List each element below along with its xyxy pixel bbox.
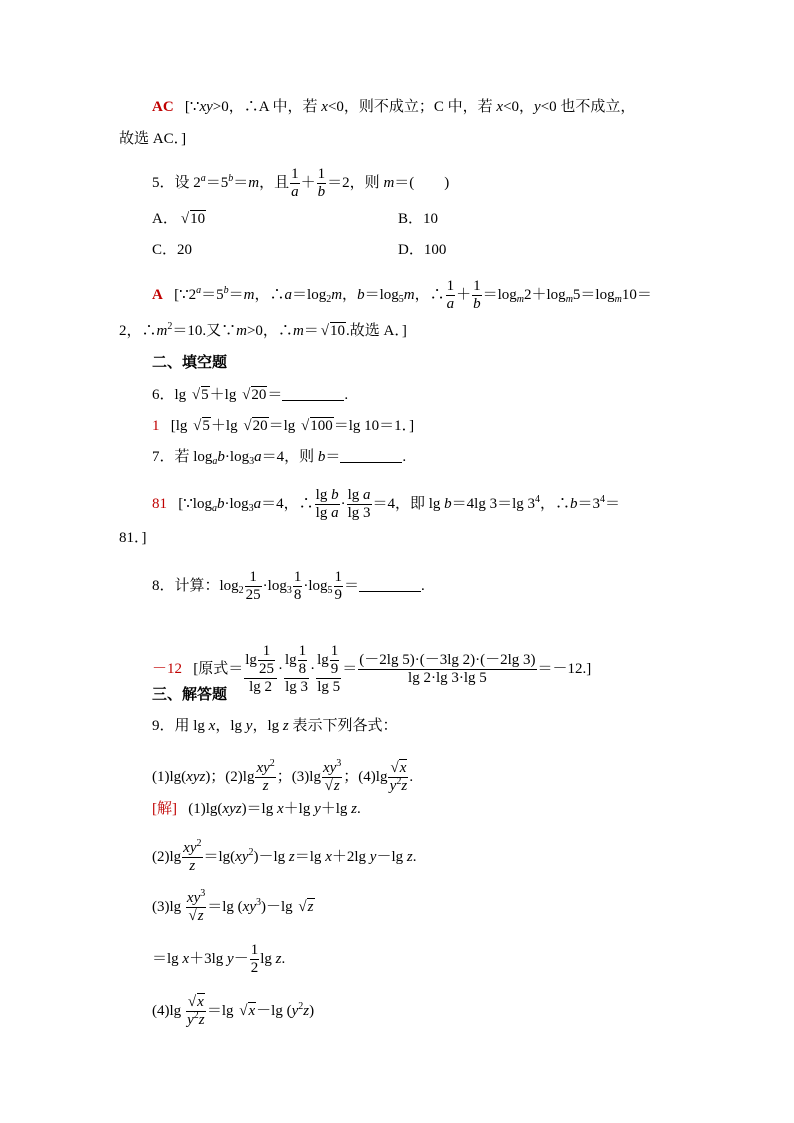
- q9-solution-label: [解]: [152, 801, 177, 817]
- q6-stem: 6．lg √ 5＋lg √ 20＝ .: [152, 385, 348, 405]
- q7-explanation-line2: 81．]: [119, 530, 147, 546]
- q6-explanation: 1 [lg √ 5＋lg √ 20＝lg √ 100＝lg 10＝1．]: [152, 416, 414, 436]
- q5-choice-d: D．100: [398, 242, 447, 258]
- q7-answer-blank: [340, 448, 402, 463]
- q7-stem: 7．若 $\log_ab\cdot\log_3a=4$，则 b＝ .: [152, 449, 407, 467]
- q5-explanation-line1: A [$\because 2^a=5^b=m$，$\therefore a=\log_2m$，$b=\log_5m$，∴ $\frac{1}{a}$ ＋ $\frac{1}{b}$ $=\log_m2+\log_m5=\log_m10=$: [152, 278, 652, 312]
- q9-solution-line3b: ＝lg x＋3lg y－ $\frac{1}{2}$ lg z.: [152, 942, 286, 976]
- section-answer-heading: 三、解答题: [152, 687, 228, 703]
- q6-answer-blank: [282, 386, 344, 401]
- q4-explanation-line2: 故选 AC．]: [119, 131, 187, 147]
- q9-stem: 9．用 lg x，lg y，lg z 表示下列各式：: [152, 718, 398, 734]
- q5-explanation-line2: 2，$\therefore m^2=10$.又∵m>0，∴m＝√ 10.故选 A．]: [119, 321, 407, 341]
- q5-choice-b: B．10: [398, 211, 439, 227]
- q9-solution-line4: (4)lg √ $\frac{x}{y^2z}$ ＝lg √ x－lg $(y^2z)$: [152, 994, 314, 1029]
- q9-solution-line2: (2)lg $\frac{xy^2}{z}$ $=\lg(xy^2)-\lg$ z＝lg x＋2lg y－lg z.: [152, 838, 417, 874]
- section-fill-in-heading: 二、填空题: [152, 355, 228, 371]
- q7-explanation-line1: 81 [$\because\log_ab\cdot\log_3a=4$，∴ $\frac{\text{lg b}}{\text{lg a}}$ · $\frac{\text{lg a}}{\lg 3}$ ＝4，即 lg b＝4lg 3＝lg $3^4$，$\therefore b=3^4=$: [152, 487, 621, 521]
- q5-choice-a: A．√ 10: [152, 209, 206, 229]
- q5-choice-c: C．20: [152, 242, 193, 258]
- q8-answer: －12: [152, 660, 183, 677]
- q8-stem: 8．计算：$\log_2$ $\frac{1}{25}$ $\cdot\log_3$ $\frac{1}{8}$ $\cdot\log_5$ $\frac{1}{9}$ ＝ .: [152, 569, 425, 603]
- q4-explanation-line1: AC [∵xy>0，∴A 中，若 x<0，则不成立；C 中，若 x<0，y<0 也不成立，: [152, 99, 636, 115]
- q8-answer-blank: [359, 577, 421, 592]
- q9-solution-line1: [解] (1)lg(xyz)＝lg x＋lg y＋lg z.: [152, 801, 361, 817]
- q4-answer: AC: [152, 99, 174, 115]
- q6-answer: 1: [152, 418, 160, 434]
- q8-explanation: －12 [原式＝ lg $\frac{1}{25}$ lg 2 · lg $\frac{1}{8}$ lg 3 · lg $\frac{1}{9}$ lg 5 ＝ $\frac{(-2\lg 5)\cdot(-3\lg 2)\cdot(-2\lg 3)}{\lg 2\cdot\lg 3\cdot\lg 5}$ ＝－12.]: [152, 643, 592, 695]
- q5-answer: A: [152, 286, 163, 303]
- q9-solution-line3a: (3)lg $xy^3$ √ z ＝lg $(xy^3)-\lg$ √ z: [152, 890, 315, 925]
- q7-answer: 81: [152, 495, 167, 512]
- q5-stem: 5．设 $2^a=5^b=m$，且 $\frac{1}{a}$ ＋ $\frac{1}{b}$ ＝2，则 m＝( ): [152, 166, 450, 200]
- q9-parts: (1)lg(xyz)；(2)lg $\frac{xy^2}{z}$ ；(3)lg $xy^3$ √ z ；(4)lg √ $\frac{x}{y^2z}$ .: [152, 760, 413, 795]
